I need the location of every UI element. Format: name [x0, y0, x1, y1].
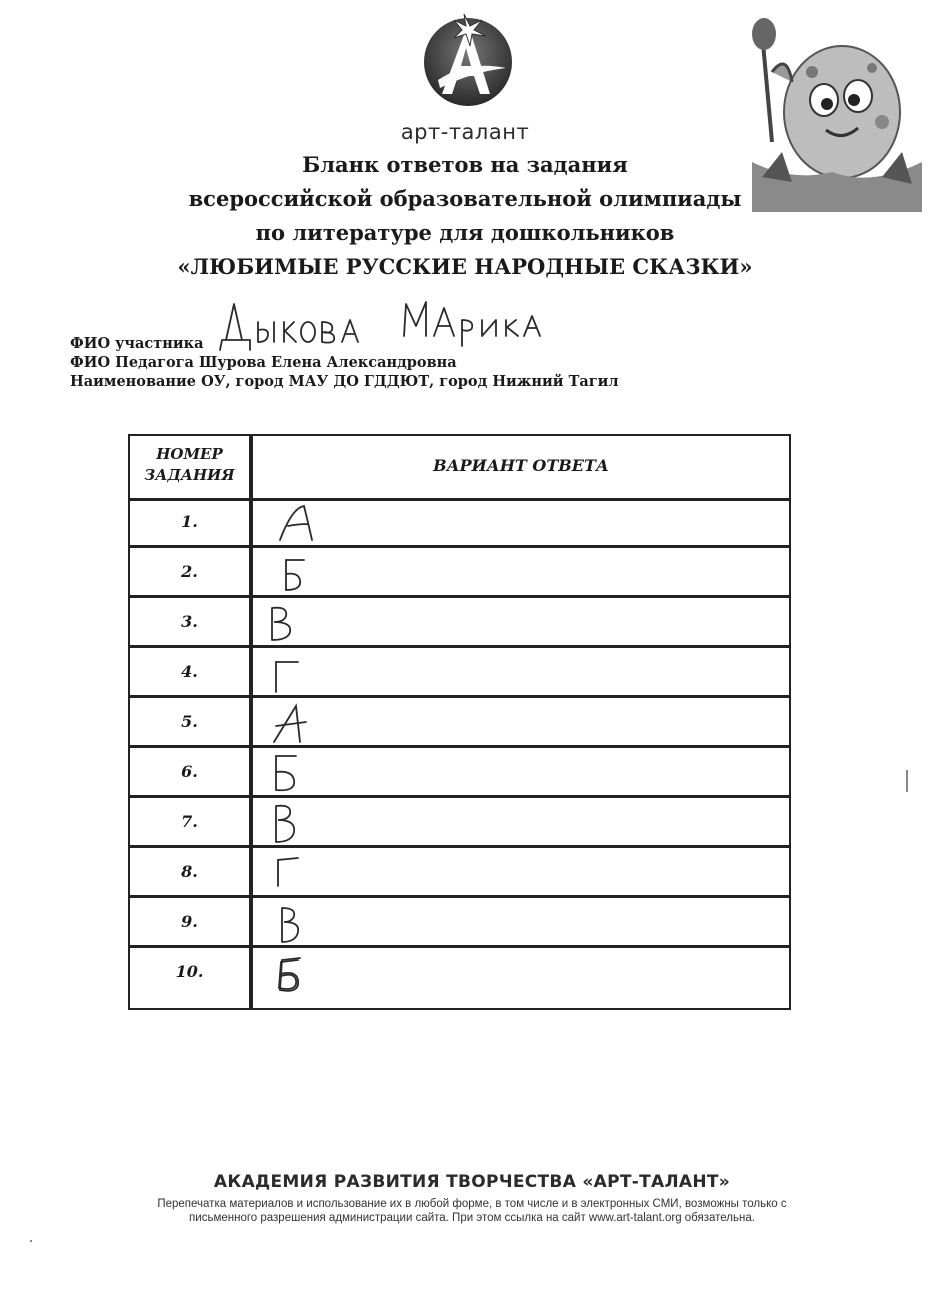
- row-number: 4.: [181, 662, 198, 681]
- answer-glyph-B: [270, 552, 330, 594]
- table-row: [130, 548, 789, 598]
- row-number: 8.: [181, 862, 198, 881]
- table-row: [130, 648, 789, 698]
- header-number: [130, 444, 249, 486]
- footer-line-2: письменного разрешения администрации сайта. При этом ссылка на сайт www.art-talant.org обязательна.: [189, 1212, 755, 1224]
- logo-icon: [420, 10, 516, 120]
- brand-name: арт-талант: [400, 120, 530, 144]
- handwritten-answer: [270, 952, 330, 994]
- header-number-line-1: НОМЕР: [156, 445, 223, 463]
- title-line-4: «ЛЮБИМЫЕ РУССКИЕ НАРОДНЫЕ СКАЗКИ»: [177, 254, 753, 279]
- footer-copyright: [100, 1197, 844, 1225]
- answer-glyph-A: [270, 502, 330, 544]
- answer-glyph-V: [270, 602, 330, 644]
- table-row: [130, 848, 789, 898]
- teacher-line: ФИО Педагога Шурова Елена Александровна: [70, 354, 457, 371]
- answer-glyph-B: [270, 752, 330, 794]
- footer-title: АКАДЕМИЯ РАЗВИТИЯ ТВОРЧЕСТВА «АРТ-ТАЛАНТ»: [213, 1172, 731, 1192]
- header-number-line-2: ЗАДАНИЯ: [144, 466, 235, 484]
- answer-glyph-G: [270, 652, 330, 694]
- document-title: [150, 148, 780, 284]
- handwritten-name-signature: [212, 292, 572, 362]
- handwritten-answer: [270, 502, 330, 544]
- institution-line: Наименование ОУ, город МАУ ДО ГДДЮТ, город Нижний Тагил: [70, 373, 619, 390]
- title-line-1: Бланк ответов на задания: [302, 152, 628, 177]
- row-number: 7.: [181, 812, 198, 831]
- handwritten-answer: [270, 852, 330, 894]
- row-number: 5.: [181, 712, 198, 731]
- row-number: 10.: [175, 962, 204, 981]
- participant-handwritten-name: [212, 292, 572, 362]
- row-number: 6.: [181, 762, 198, 781]
- handwritten-answer: [270, 702, 330, 744]
- answer-table: [128, 434, 791, 1010]
- row-number: 9.: [181, 912, 198, 931]
- row-number: 3.: [181, 612, 198, 631]
- handwritten-answer: [270, 752, 330, 794]
- table-row: [130, 898, 789, 948]
- header-answer: ВАРИАНТ ОТВЕТА: [433, 456, 609, 475]
- handwritten-answer: [270, 552, 330, 594]
- row-number: 1.: [181, 512, 198, 531]
- handwritten-answer: [270, 902, 330, 944]
- art-talant-logo: [420, 10, 516, 120]
- participant-label: ФИО участника: [70, 335, 204, 352]
- table-row: [130, 598, 789, 648]
- table-row: [130, 498, 789, 548]
- answer-glyph-B: [270, 952, 330, 994]
- scan-artifact: [906, 770, 908, 792]
- table-row: [130, 798, 789, 848]
- answer-glyph-G: [270, 852, 330, 894]
- handwritten-answer: [270, 652, 330, 694]
- scan-artifact: [30, 1240, 32, 1242]
- title-line-2: всероссийской образовательной олимпиады: [188, 186, 742, 211]
- row-number: 2.: [181, 562, 198, 581]
- footer-line-1: Перепечатка материалов и использование их в любой форме, в том числе и в электронных СМИ, возможны только с: [157, 1198, 787, 1210]
- table-row: [130, 948, 789, 998]
- table-row: [130, 698, 789, 748]
- handwritten-answer: [270, 602, 330, 644]
- title-line-3: по литературе для дошкольников: [255, 220, 675, 245]
- table-row: [130, 748, 789, 798]
- handwritten-answer: [270, 802, 330, 844]
- answer-glyph-V: [270, 802, 330, 844]
- answer-glyph-V: [270, 902, 330, 944]
- answer-glyph-A: [270, 702, 330, 744]
- table-header: [130, 436, 789, 501]
